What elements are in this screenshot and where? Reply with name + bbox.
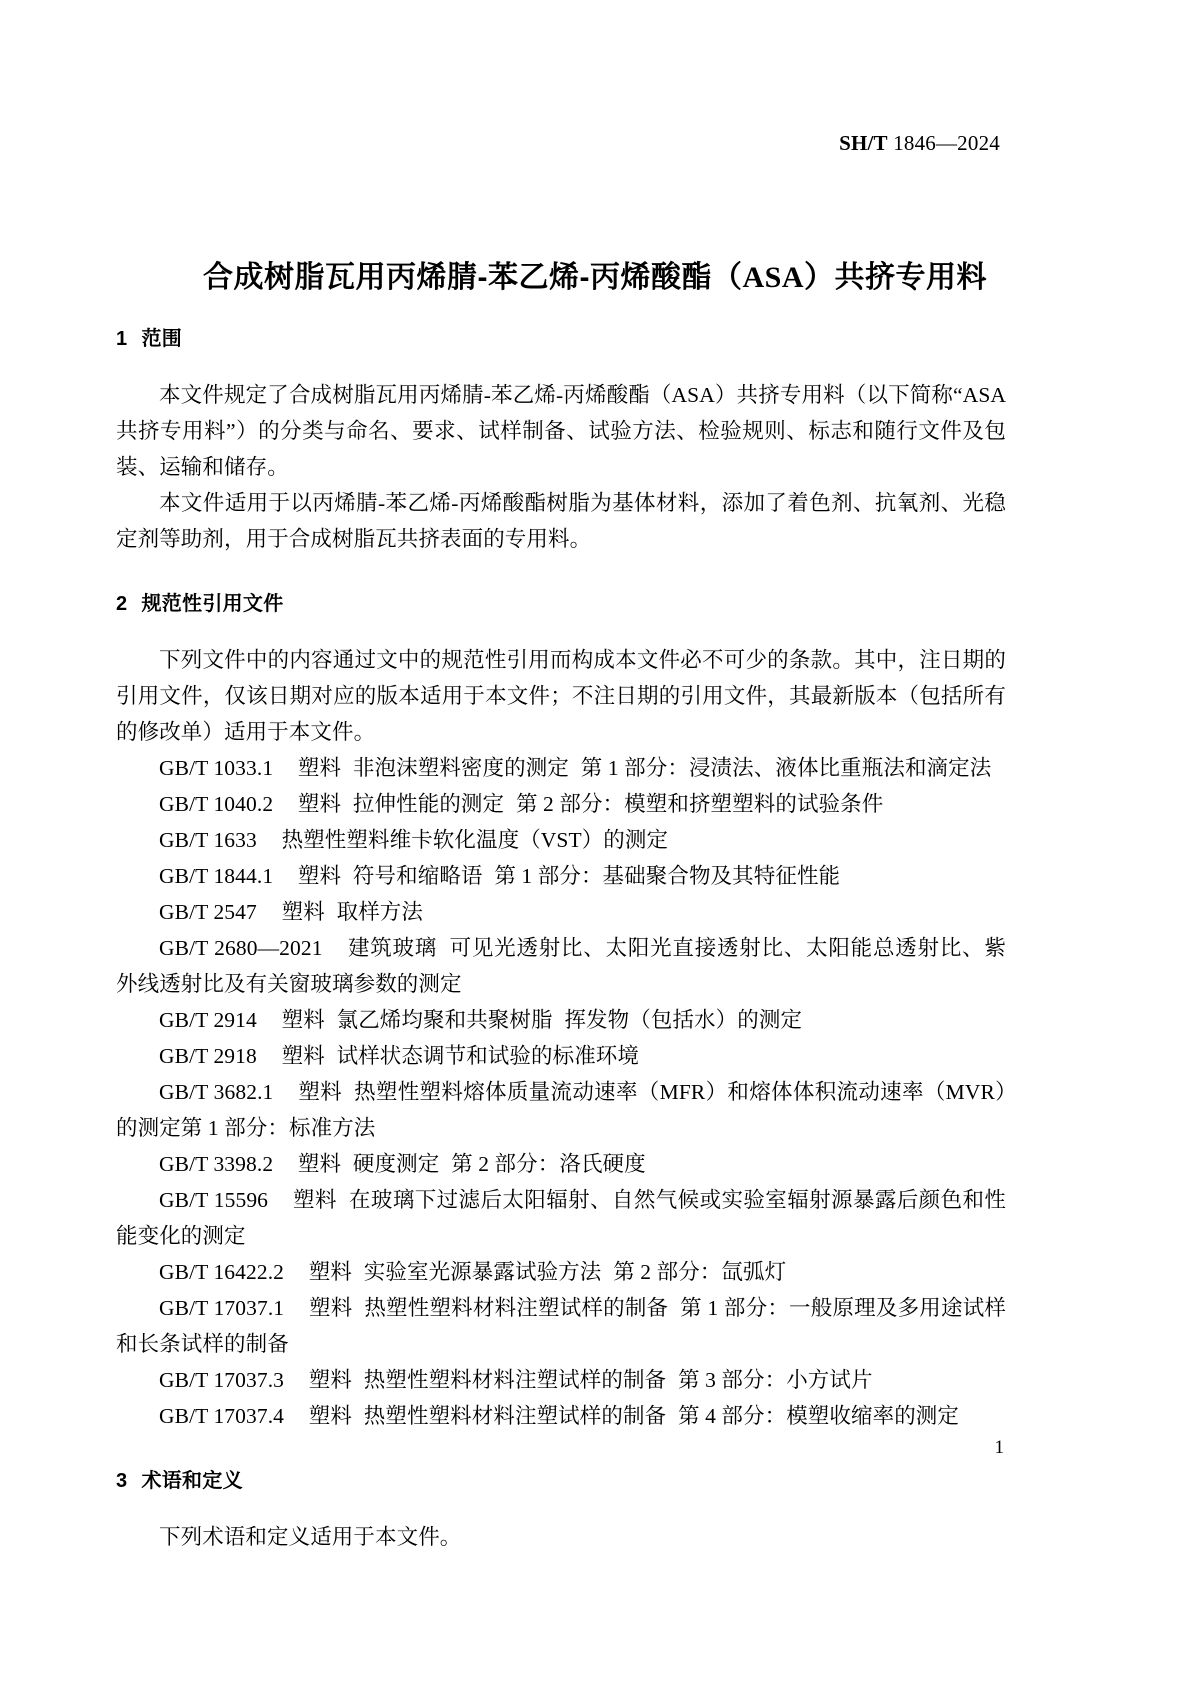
- reference-part: 第 4 部分：模塑收缩率的测定: [678, 1404, 960, 1428]
- reference-item: [116, 1074, 1006, 1146]
- reference-text: 拉伸性能的测定: [352, 792, 505, 816]
- reference-text: 实验室光源暴露试验方法: [363, 1260, 602, 1284]
- reference-subject: 建筑玻璃: [347, 936, 438, 960]
- reference-item: [116, 894, 1006, 930]
- spacer: [116, 557, 1006, 587]
- reference-item: [116, 858, 1006, 894]
- reference-item: [116, 786, 1006, 822]
- reference-subject: 塑料: [308, 1404, 352, 1428]
- spacer: [116, 1493, 1006, 1519]
- reference-code: GB/T 1844.1: [159, 864, 274, 888]
- reference-subject: 塑料: [297, 756, 342, 780]
- reference-subject: 塑料: [281, 1044, 325, 1068]
- reference-code: GB/T 15596: [159, 1188, 269, 1212]
- reference-item: [116, 1290, 1006, 1362]
- clause-number-3: 3: [116, 1470, 128, 1492]
- reference-text: 热塑性塑料材料注塑试样的制备: [363, 1404, 667, 1428]
- reference-subject: 塑料: [297, 792, 342, 816]
- reference-code: GB/T 3398.2: [159, 1152, 274, 1176]
- page-number: 1: [994, 1437, 1004, 1458]
- reference-subject: 塑料: [297, 864, 342, 888]
- reference-item: [116, 1002, 1006, 1038]
- reference-item: [116, 1038, 1006, 1074]
- normative-reference-list: [116, 750, 1006, 1434]
- standard-prefix: SH/T: [839, 131, 888, 155]
- reference-item: [116, 822, 1006, 858]
- reference-subject: 塑料: [297, 1152, 342, 1176]
- reference-item: [116, 1254, 1006, 1290]
- clause-1-paragraph-1: 本文件规定了合成树脂瓦用丙烯腈-苯乙烯-丙烯酸酯（ASA）共挤专用料（以下简称“ASA 共挤专用料”）的分类与命名、要求、试样制备、试验方法、检验规则、标志和随行文件及包装、运输和储存。: [116, 383, 1006, 479]
- clause-2-paragraph-1: 下列文件中的内容通过文中的规范性引用而构成本文件必不可少的条款。其中，注日期的引用文件，仅该日期对应的版本适用于本文件；不注日期的引用文件，其最新版本（包括所有的修改单）适用于本文件。: [116, 648, 1006, 744]
- reference-item: [116, 750, 1006, 786]
- reference-code: GB/T 17037.4: [159, 1404, 285, 1428]
- reference-code: GB/T 2547: [159, 900, 257, 924]
- document-body: [116, 322, 1006, 1555]
- reference-text: 可见光透射比、太阳光直接透射比、太阳能总透射比、紫外线透射比及有关窗玻璃参数的测定: [116, 936, 1006, 996]
- reference-part: 第 2 部分：氙弧灯: [613, 1260, 787, 1284]
- reference-subject: 塑料: [308, 1368, 352, 1392]
- reference-code: GB/T 1033.1: [159, 756, 274, 780]
- reference-code: GB/T 17037.3: [159, 1368, 285, 1392]
- reference-text: 在玻璃下过滤后太阳辐射、自然气候或实验室辐射源暴露后颜色和性能变化的测定: [116, 1188, 1006, 1248]
- clause-title-1: 范围: [141, 328, 183, 350]
- reference-part: 挥发物（包括水）的测定: [564, 1008, 803, 1032]
- reference-text: 热塑性塑料维卡软化温度（VST）的测定: [281, 828, 669, 852]
- running-header: [0, 131, 1190, 156]
- reference-item: [116, 1182, 1006, 1254]
- reference-item: [116, 1398, 1006, 1434]
- title-part-1: 合成树脂瓦用丙烯腈-苯乙烯-丙烯酸酯（: [203, 261, 743, 295]
- clause-heading-2: [116, 587, 1006, 616]
- reference-code: GB/T 2680—2021: [159, 936, 323, 960]
- reference-text: 热塑性塑料熔体质量流动速率（MFR）和熔体体积流动速率（MVR）的测定第 1 部分：标准方法: [116, 1080, 1007, 1140]
- reference-text: 非泡沫塑料密度的测定: [352, 756, 569, 780]
- reference-part: 第 1 部分：基础聚合物及其特征性能: [494, 864, 841, 888]
- reference-item: [116, 1146, 1006, 1182]
- reference-code: GB/T 3682.1: [159, 1080, 274, 1104]
- reference-item: [116, 1362, 1006, 1398]
- reference-subject: 塑料: [298, 1080, 343, 1104]
- reference-text: 热塑性塑料材料注塑试样的制备: [364, 1296, 669, 1320]
- clause-number-2: 2: [116, 593, 128, 615]
- reference-text: 符号和缩略语: [352, 864, 483, 888]
- reference-part: 第 2 部分：洛氏硬度: [451, 1152, 646, 1176]
- title-acronym: ASA: [742, 261, 804, 295]
- clause-heading-3: [116, 1464, 1006, 1493]
- reference-subject: 塑料: [281, 900, 325, 924]
- reference-part: 第 2 部分：模塑和挤塑塑料的试验条件: [515, 792, 884, 816]
- clause-1-paragraph-2: 本文件适用于以丙烯腈-苯乙烯-丙烯酸酯树脂为基体材料，添加了着色剂、抗氧剂、光稳定剂等助剂，用于合成树脂瓦共挤表面的专用料。: [116, 491, 1006, 551]
- reference-subject: 塑料: [308, 1296, 353, 1320]
- reference-part: 第 3 部分：小方试片: [678, 1368, 873, 1392]
- reference-code: GB/T 1040.2: [159, 792, 274, 816]
- reference-code: GB/T 2914: [159, 1008, 257, 1032]
- reference-subject: 塑料: [308, 1260, 352, 1284]
- reference-text: 热塑性塑料材料注塑试样的制备: [363, 1368, 667, 1392]
- document-title: [0, 252, 1190, 296]
- reference-text: 氯乙烯均聚和共聚树脂: [336, 1008, 553, 1032]
- reference-part: 第 1 部分：浸渍法、液体比重瓶法和滴定法: [580, 756, 992, 780]
- reference-item: [116, 930, 1006, 1002]
- title-part-2: ）共挤专用料: [804, 261, 987, 295]
- reference-part: 第 1 部分：一般原理及多用途试样和长条试样的制备: [116, 1296, 1006, 1356]
- clause-title-3: 术语和定义: [141, 1470, 243, 1492]
- reference-text: 试样状态调节和试验的标准环境: [336, 1044, 640, 1068]
- reference-text: 取样方法: [336, 900, 424, 924]
- clause-3-paragraph-1: 下列术语和定义适用于本文件。: [159, 1525, 462, 1549]
- clause-title-2: 规范性引用文件: [141, 593, 284, 615]
- reference-text: 硬度测定: [352, 1152, 440, 1176]
- reference-code: GB/T 17037.1: [159, 1296, 285, 1320]
- reference-code: GB/T 2918: [159, 1044, 257, 1068]
- reference-subject: 塑料: [281, 1008, 325, 1032]
- standard-number: 1846—2024: [893, 131, 1000, 155]
- reference-code: GB/T 1633: [159, 828, 257, 852]
- spacer: [116, 351, 1006, 377]
- clause-number-1: 1: [116, 328, 128, 350]
- clause-heading-1: [116, 322, 1006, 351]
- reference-code: GB/T 16422.2: [159, 1260, 285, 1284]
- reference-subject: 塑料: [292, 1188, 337, 1212]
- spacer: [116, 616, 1006, 642]
